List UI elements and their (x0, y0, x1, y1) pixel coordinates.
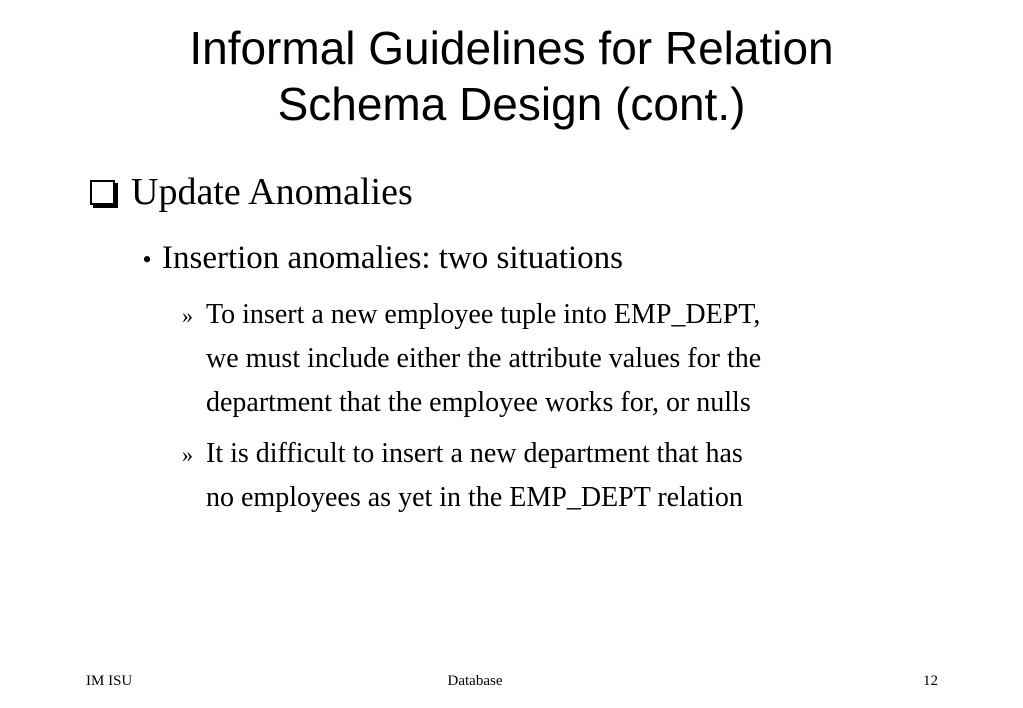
slide-title-line: Informal Guidelines for Relation (189, 22, 834, 74)
bullet-level-3 (182, 432, 966, 520)
bullet-level-2-text: Insertion anomalies: two situations (162, 240, 624, 276)
hollow-square-bullet-icon (90, 180, 115, 205)
bullet-level-3-text (206, 432, 966, 520)
bullet-level-2 (132, 237, 623, 281)
bullet-level-3 (182, 293, 966, 425)
text-line: To insert a new employee tuple into EMP_DEPT, (206, 299, 761, 330)
text-line: we must include either the attribute values for the (206, 343, 762, 374)
dot-bullet-icon: • (142, 245, 152, 274)
bullet-level-3-text (206, 293, 966, 425)
double-chevron-bullet-icon: » (182, 303, 193, 328)
text-line: It is difficult to insert a new department that has (206, 438, 743, 469)
bullet-level-1-text: Update Anomalies (131, 171, 413, 213)
slide-title (0, 20, 1023, 132)
bullet-level-1 (90, 168, 413, 216)
page-number: 12 (923, 673, 938, 689)
footer-left: IM ISU (86, 673, 133, 689)
footer-center: Database (447, 673, 503, 689)
text-line: no employees as yet in the EMP_DEPT relation (206, 482, 743, 513)
slide-title-line: Schema Design (cont.) (277, 78, 746, 130)
text-line: department that the employee works for, or nulls (206, 387, 751, 418)
double-chevron-bullet-icon: » (182, 442, 193, 467)
